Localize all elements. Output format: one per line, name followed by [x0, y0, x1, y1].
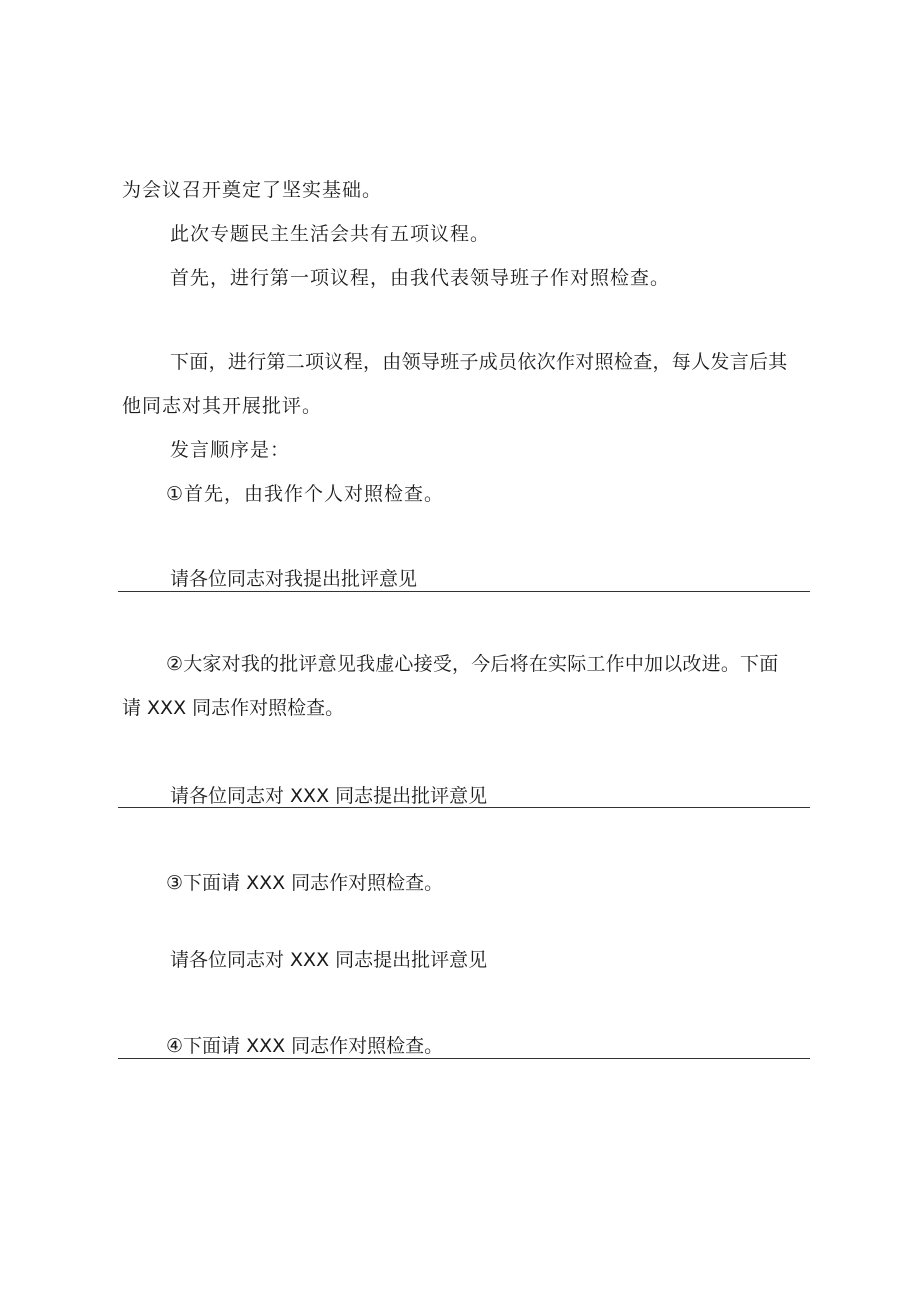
- divider-line: [118, 591, 810, 592]
- paragraph-text: 请各位同志对我提出批评意见: [170, 568, 418, 590]
- paragraph-text: 为会议召开奠定了坚实基础。: [122, 179, 383, 201]
- divider-line: [118, 807, 810, 808]
- divider-line: [118, 1058, 810, 1059]
- paragraph-text: 请 XXX 同志作对照检查。: [122, 697, 345, 719]
- paragraph-text: 他同志对其开展批评。: [122, 395, 323, 417]
- paragraph-text: ②大家对我的批评意见我虚心接受，今后将在实际工作中加以改进。下面: [166, 653, 779, 675]
- paragraph-text: 此次专题民主生活会共有五项议程。: [170, 223, 491, 245]
- paragraph-text: 请各位同志对 XXX 同志提出批评意见: [170, 949, 488, 971]
- paragraph-text: ①首先，由我作个人对照检查。: [166, 483, 445, 505]
- paragraph-text: 下面，进行第二项议程，由领导班子成员依次作对照检查，每人发言后其: [170, 351, 788, 373]
- paragraph-text: 发言顺序是：: [170, 439, 291, 461]
- paragraph-text: ③下面请 XXX 同志作对照检查。: [166, 872, 444, 894]
- paragraph-text: ④下面请 XXX 同志作对照检查。: [166, 1035, 444, 1057]
- paragraph-text: 首先，进行第一项议程，由我代表领导班子作对照检查。: [170, 267, 671, 289]
- paragraph-text: 请各位同志对 XXX 同志提出批评意见: [170, 785, 488, 807]
